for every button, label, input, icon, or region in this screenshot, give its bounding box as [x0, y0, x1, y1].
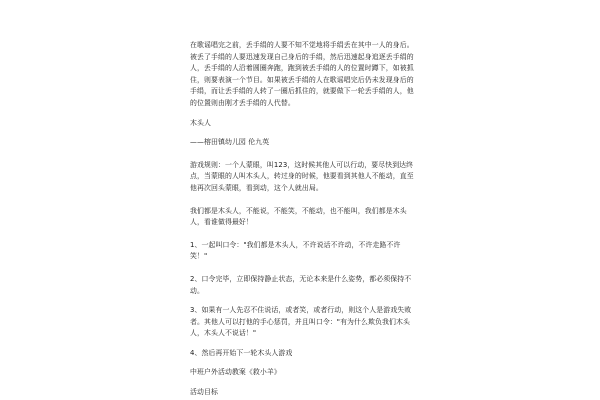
- paragraph-chant: 我们都是木头人，不能说，不能笑，不能动，也不能叫，我们都是木头人，看谁做得最好！: [190, 206, 407, 227]
- step-3: 3、如果有一人先忍不住说话，或者笑，或者行动，则这个人是游戏失败者。其他人可以打他的手心惩罚，并且叫口令："有为什么欺负我们木头人，木头人不说话！": [190, 306, 412, 338]
- spacer: [190, 229, 414, 240]
- document-body: [190, 40, 414, 399]
- step-2: 2、口令完毕，立即保持静止状态，无论本来是什么姿势，都必须保持不动。: [190, 274, 412, 295]
- spacer: [190, 195, 414, 206]
- lesson-plan-title: 中班户外活动教案《救小羊》: [190, 368, 281, 377]
- spacer: [190, 110, 414, 118]
- spacer: [190, 340, 414, 348]
- section-heading-goals: 活动目标: [190, 388, 218, 397]
- paragraph-game-rules: 游戏规则：一个人蒙眼，叫123，这时候其他人可以行动，要尽快到达终点，当蒙眼的人叫木头人，转过身的时候，他要看到其他人不能动，直至他再次回头蒙眼，看到动，这个人就出局。: [190, 160, 414, 192]
- author-line: ——榕田镇幼儿园 伦九英: [190, 138, 270, 147]
- spacer: [190, 359, 414, 367]
- spacer: [190, 379, 414, 387]
- game-title: 木头人: [190, 118, 211, 127]
- spacer: [190, 129, 414, 137]
- step-1: 1、一起叫口令："我们都是木头人，不许说话不许动，不许走路不许笑！": [190, 240, 401, 261]
- spacer: [190, 263, 414, 274]
- paragraph-handkerchief-rules: 在歌谣唱完之前，丢手绢的人要不知不觉地将手绢丢在其中一人的身后。被丢了手绢的人要迅速发现自己身后的手绢，然后迅速起身追逐丢手绢的人，丢手绢的人沿着圆圈奔跑，跑到被丢手绢的人的位置时蹲下，如被抓住，则要表演一个节目。如果被丢手绢的人在歌谣唱完后仍未发现身后的手绢，而让丢手绢的人转了一圈后抓住的，就要做下一轮丢手绢的人，他的位置则由刚才丢手绢的人代替。: [190, 41, 414, 107]
- step-4: 4、然后再开始下一轮木头人游戏: [190, 348, 293, 357]
- spacer: [190, 297, 414, 305]
- spacer: [190, 149, 414, 160]
